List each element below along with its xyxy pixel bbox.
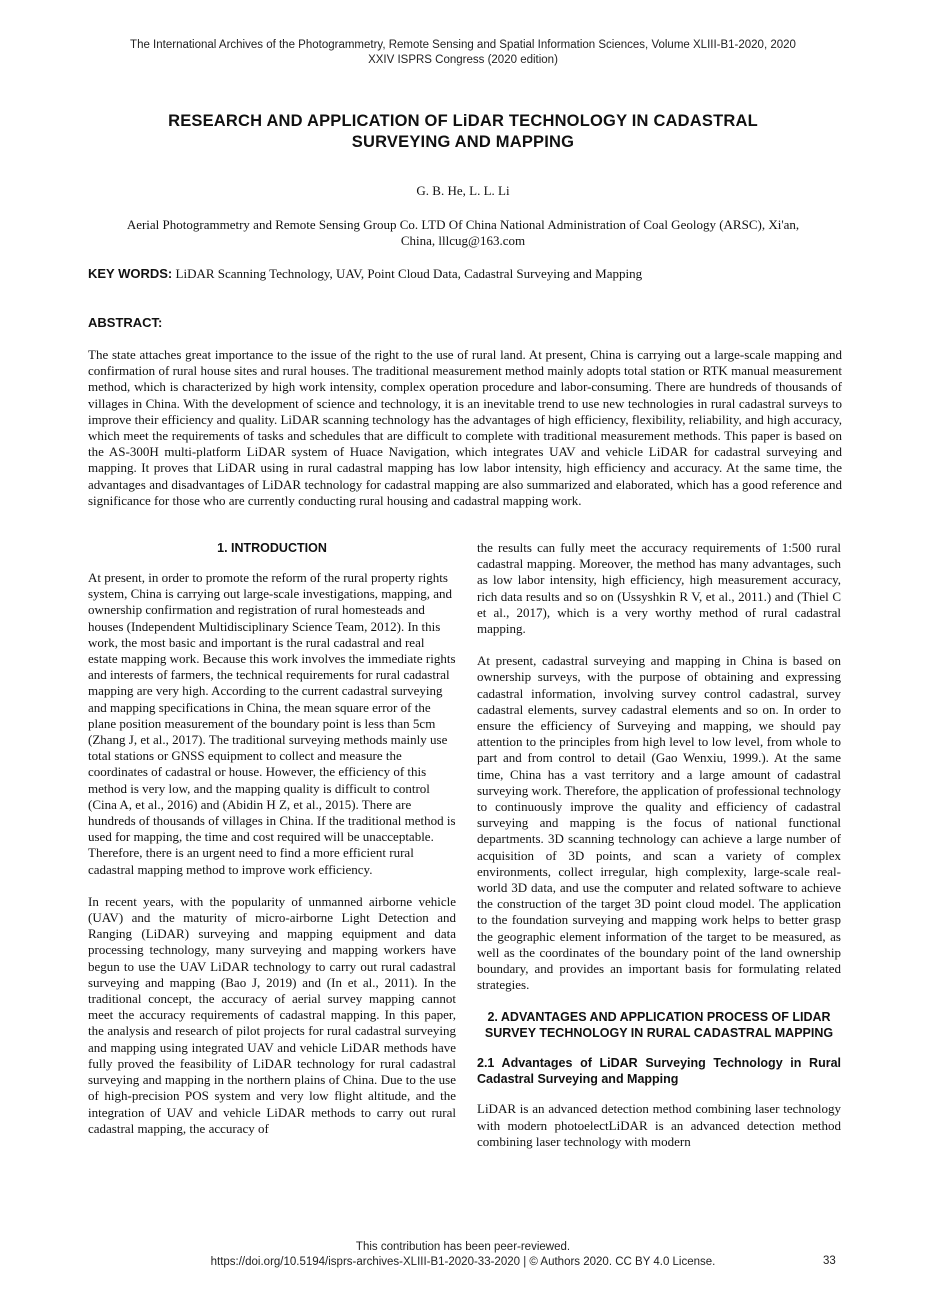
running-header — [60, 38, 866, 68]
affiliation-line-2: China, lllcug@163.com — [400, 233, 526, 248]
subsection-2-1-heading: 2.1 Advantages of LiDAR Surveying Technology in Rural Cadastral Surveying and Mapping — [477, 1056, 841, 1087]
abstract-text: The state attaches great importance to the issue of the right to the use of rural land. At present, China is carrying out a large-scale mapping and confirmation of rural house sites and rural houses. The traditional measurement method mainly adopts total station or RTK manual measurement method, which is characterized by high work intensity, complex operation procedure and labor-consuming. There are hundreds of thousands of villages in China. With the development of science and technology, it is an inevitable trend to use new technologies in rural cadastral surveys to improve their efficiency and quality. LiDAR scanning technology has the advantages of high efficiency, flexibility, reliability, and high accuracy, which meet the requirements of tasks and schedules that are difficult to complete with traditional measurement methods. This paper is based on the AS-300H multi-platform LiDAR system of Huace Navigation, which integrates UAV and vehicle LiDAR for cadastral surveying and mapping. It proves that LiDAR using in rural cadastral mapping has low labor intensity, high efficiency and accuracy. At the same time, the advantages and disadvantages of LiDAR technology for cadastral mapping are also summarized and elaborated, which has a good reference and significance for those who are currently conducting rural housing and cadastral mapping work. — [88, 347, 842, 508]
affiliation-line-1: Aerial Photogrammetry and Remote Sensing Group Co. LTD Of China National Administration of Coal Geology (ARSC), Xi'an, — [126, 217, 800, 232]
keywords-label: KEY WORDS: — [88, 266, 173, 281]
title-line-2: SURVEYING AND MAPPING — [351, 133, 575, 151]
intro-paragraph-2: In recent years, with the popularity of unmanned airborne vehicle (UAV) and the maturity of micro-airborne Light Detection and Ranging (LiDAR) surveying and mapping equipment and data processing technology, many surveying and mapping workers have begun to use the UAV LiDAR technology to carry out rural cadastral surveying and mapping (Bao J, 2019) and (In et al., 2011). In the traditional concept, the accuracy of aerial survey mapping cannot meet the accuracy requirements of cadastral mapping. In this paper, the analysis and research of pilot projects for rural cadastral surveying and mapping using integrated UAV and vehicle LiDAR methods have fully proved the feasibility of LiDAR technology for rural cadastral surveying and mapping in the northern plains of China. Due to the use of high-precision POS system and very low flight altitude, and the integration of UAV and vehicle LiDAR methods to carry out rural cadastral mapping, the accuracy of — [88, 893, 456, 1136]
footer-peer-review: This contribution has been peer-reviewed. — [355, 1241, 571, 1253]
left-column — [88, 540, 456, 1153]
page-number: 33 — [823, 1255, 836, 1267]
section-1-heading: 1. INTRODUCTION — [217, 541, 327, 555]
keywords — [88, 266, 848, 282]
intro-paragraph-3: the results can fully meet the accuracy requirements of 1:500 rural cadastral mapping. Moreover, the method has many advantages, such as low labor intensity, high efficiency, high measurement accuracy, rich data results and so on (Ussyshkin R V, et al., 2011.) and (Thiel C et al., 2017), which is a very worthy method of rural cadastral mapping. — [477, 540, 841, 637]
intro-paragraph-1: At present, in order to promote the reform of the rural property rights system, China is carrying out large-scale investigations, mapping, and ownership confirmation and registration of rural homesteads and houses (Independent Multidisciplinary Science Team, 2012). In this work, the most basic and important is the rural cadastral and real estate mapping work. Because this work involves the immediate rights and interests of farmers, the technical requirements for rural cadastral mapping are very high. According to the current cadastral surveying and mapping specifications in China, the mean square error of the plane position measurement of the boundary point is less than 5cm (Zhang J, et al., 2017). The traditional surveying methods mainly use total stations or GNSS equipment to collect and measure the coordinates of cadastral or house. However, the efficiency of this method is very low, and the mapping quality is difficult to control (Cina A, et al., 2016) and (Abidin H Z, et al., 2015). There are hundreds of thousands of villages in China. If the traditional method is used for mapping, the time and cost required will be unacceptable. Therefore, there is an urgent need to find a more efficient rural cadastral mapping method to improve work efficiency. — [88, 570, 456, 877]
title-line-1: RESEARCH AND APPLICATION OF LiDAR TECHNOLOGY IN CADASTRAL — [168, 112, 758, 130]
header-line-1: The International Archives of the Photogrammetry, Remote Sensing and Spatial Information Sciences, Volume XLIII-B1-2020, 2020 — [130, 39, 796, 51]
section-2-heading: 2. ADVANTAGES AND APPLICATION PROCESS OF LIDAR SURVEY TECHNOLOGY IN RURAL CADASTRAL MAPPING — [484, 1010, 834, 1041]
footer-doi-license: https://doi.org/10.5194/isprs-archives-XLIII-B1-2020-33-2020 | © Authors 2020. CC BY 4.0 License. — [210, 1256, 716, 1268]
right-column — [477, 540, 841, 1166]
affiliation — [90, 217, 836, 249]
page-footer — [60, 1240, 866, 1270]
paper-title — [90, 111, 836, 153]
abstract-heading: ABSTRACT: — [88, 315, 163, 330]
header-line-2: XXIV ISPRS Congress (2020 edition) — [368, 54, 558, 66]
keywords-text: LiDAR Scanning Technology, UAV, Point Cloud Data, Cadastral Surveying and Mapping — [172, 266, 643, 281]
intro-paragraph-4: At present, cadastral surveying and mapping in China is based on ownership surveys, with the purpose of obtaining and expressing cadastral information, involving survey control cadastral, survey cadastral elements, survey cadastral elements and so on. In order to ensure the efficiency of Surveying and mapping, we should pay attention to the principles from high level to low level, from whole to part and from control to detail (Gao Wenxiu, 1999.). At the same time, China has a vast territory and a large amount of cadastral surveying work. Therefore, the application of professional technology to continuously improve the quality and efficiency of cadastral surveying and mapping is the focus of national functional departments. 3D scanning technology can achieve a large number of acquisition of 3D points, and scan a variety of complex environments, collect irregular, high complexity, large-scale real-world 3D data, and use the computer and related software to achieve the construction of the target 3D point cloud model. The application to the foundation surveying and mapping work helps to better grasp the geographic element information of the target to be measured, as well as the coordinates of the boundary point of the land ownership boundary, and provides an important basis for formulating related strategies. — [477, 653, 842, 993]
authors: G. B. He, L. L. Li — [416, 183, 510, 198]
subsection-2-1-paragraph: LiDAR is an advanced detection method combining laser technology with modern photoelectLiDAR is an advanced detection method combining laser technology with modern — [477, 1101, 841, 1149]
